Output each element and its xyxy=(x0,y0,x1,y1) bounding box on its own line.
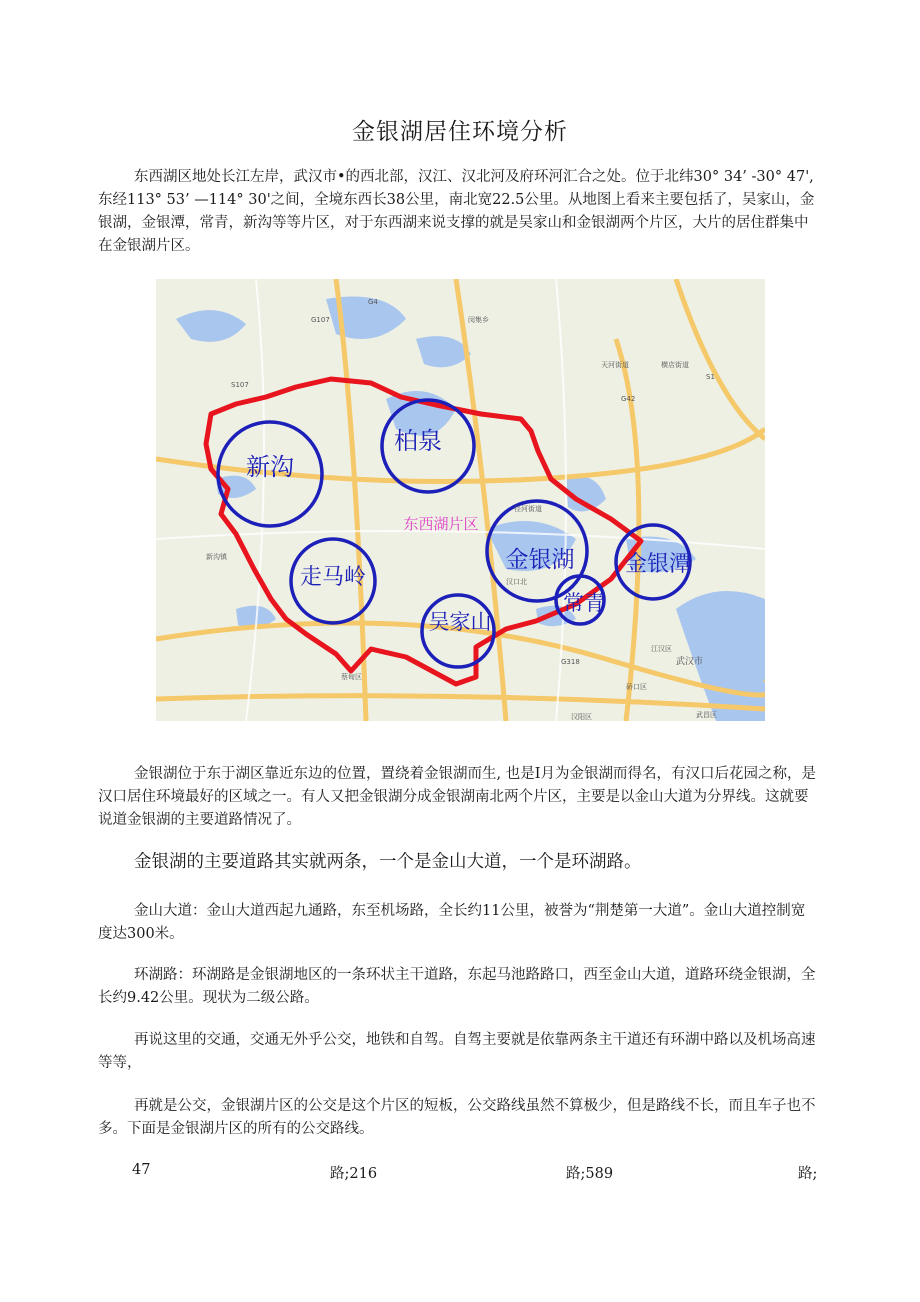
route-item: 47 xyxy=(132,1162,151,1178)
area-label-wujiashan: 吴家山 xyxy=(428,611,492,634)
route-item: 路; xyxy=(798,1166,818,1182)
map-label: G4 xyxy=(368,298,378,306)
area-label-jinyintan: 金银潭 xyxy=(624,551,692,576)
map-label: 横店街道 xyxy=(661,361,689,369)
map-label: 闵集乡 xyxy=(468,316,489,324)
map-label: S107 xyxy=(231,381,249,389)
map-label: 天河街道 xyxy=(601,361,629,369)
map-label: 新沟镇 xyxy=(206,553,227,561)
map-label: G107 xyxy=(311,316,330,324)
paragraph-jinshan: 金山大道：金山大道西起九通路，东至机场路，全长约11公里，被誉为“荆楚第一大道”。金山大道控制宽度达300米。 xyxy=(98,903,806,942)
paragraph-bus: 再就是公交，金银湖片区的公交是这个片区的短板，公交路线虽然不算极少，但是路线不长，而且车子也不多。下面是金银湖片区的所有的公交路线。 xyxy=(98,1098,816,1137)
map-label: 硚口区 xyxy=(626,683,647,691)
map-label: G318 xyxy=(561,658,580,666)
map-label: 武昌区 xyxy=(696,711,717,719)
route-item: 路;216 xyxy=(330,1166,378,1182)
paragraph-traffic: 再说这里的交通，交通无外乎公交，地铁和自驾。自驾主要就是依靠两条主干道还有环湖中路以及机场高速等等， xyxy=(98,1032,816,1071)
page-title: 金银湖居住环境分析 xyxy=(352,119,568,145)
map-label: G42 xyxy=(621,395,636,403)
map-label: 汉阳区 xyxy=(571,713,592,721)
map-label: 蔡甸区 xyxy=(341,673,362,681)
paragraph-jinyinhu: 金银湖位于东于湖区靠近东边的位置，置绕着金银湖而生, 也是I月为金银湖而得名，有汉口后花园之称，是汉口居住环境最好的区域之一。有人又把金银湖分成金银湖南北两个片区，主要是以金山大道为分界线。这就要说道金银湖的主要道路情况了。 xyxy=(98,766,816,828)
district-label: 东西湖片区 xyxy=(403,516,479,533)
map-label: S1 xyxy=(706,373,715,381)
paragraph-roads: 金银湖的主要道路其实就两条，一个是金山大道，一个是环湖路。 xyxy=(134,852,642,872)
area-label-changqing: 常青 xyxy=(563,592,605,615)
area-label-zoumaling: 走马岭 xyxy=(299,564,367,589)
map-label: 汉口北 xyxy=(506,578,527,586)
map-label-wuhan: 武汉市 xyxy=(676,657,704,667)
area-label-baiquan: 柏泉 xyxy=(394,428,442,455)
map-label: 江汉区 xyxy=(651,645,672,653)
route-item: 路;589 xyxy=(566,1166,614,1182)
paragraph-huanhu: 环湖路：环湖路是金银湖地区的一条环状主干道路，东起马池路路口，西至金山大道，道路环绕金银湖，全长约9.42公里。现状为二级公路。 xyxy=(98,967,816,1006)
paragraph-intro: 东西湖区地处长江左岸，武汉市•的西北部，汉江、汉北河及府环河汇合之处。位于北纬30° 34’ -30° 47', 东经113° 53’ —114° 30'之间，全境东西长38公里，南北宽22.5公里。从地图上看来主要包括了，吴家山，金银湖，金银潭，常青，新沟等等片区，对于东西湖来说支撑的就是吴家山和金银湖两个片区，大片的居住群集中在金银湖片区。 xyxy=(98,169,815,254)
area-label-xingou: 新沟 xyxy=(246,454,294,481)
area-label-jinyinhu: 金银湖 xyxy=(505,546,575,572)
bus-routes xyxy=(98,1162,820,1186)
map-label: 径河街道 xyxy=(514,505,542,513)
district-map xyxy=(156,279,765,721)
